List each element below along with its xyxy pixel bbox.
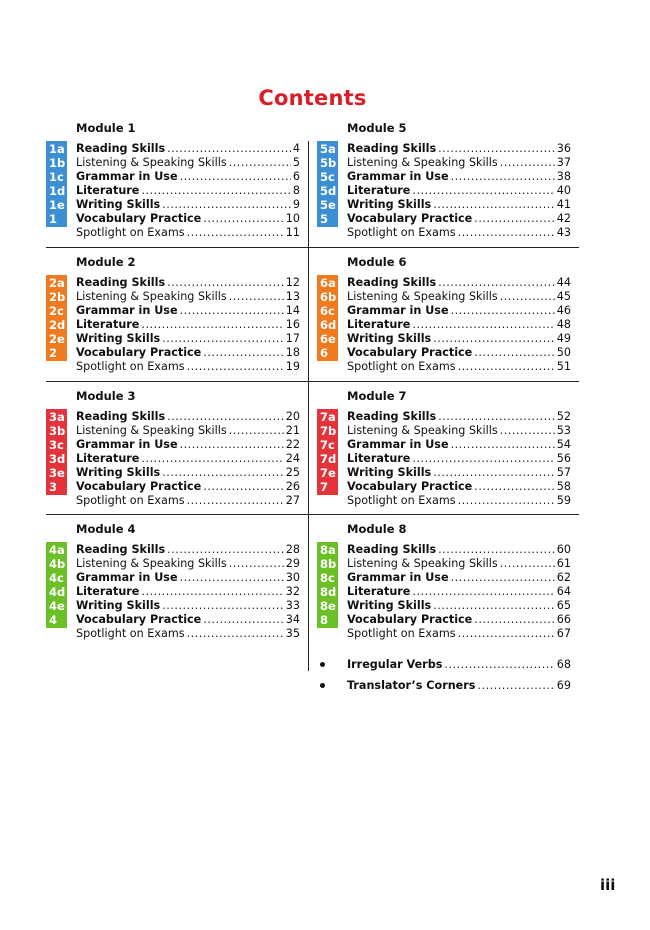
toc-entry[interactable] [76, 360, 300, 374]
entry-page-number: 60 [556, 543, 571, 556]
entry-title: Grammar in Use [76, 304, 178, 317]
entry-page-number: 25 [285, 466, 300, 479]
toc-entry[interactable] [347, 156, 571, 170]
entry-title: Grammar in Use [76, 438, 178, 451]
entry-page-number: 42 [556, 212, 571, 225]
entry-page-number: 36 [556, 142, 571, 155]
unit-label: 6d [320, 318, 337, 332]
toc-entry[interactable] [347, 318, 571, 332]
toc-entry[interactable] [76, 346, 300, 360]
dot-leader [229, 557, 284, 571]
dot-leader [474, 212, 554, 226]
dot-leader [187, 226, 284, 240]
toc-entry[interactable] [76, 198, 300, 212]
dot-leader [141, 585, 283, 599]
dot-leader [438, 410, 555, 424]
entry-page-number: 59 [556, 494, 571, 507]
toc-entry[interactable] [347, 226, 571, 240]
unit-label: 2 [49, 346, 58, 360]
dot-leader [500, 290, 555, 304]
entry-title: Listening & Speaking Skills [347, 557, 498, 570]
toc-entry[interactable] [347, 658, 571, 672]
entry-page-number: 45 [556, 290, 571, 303]
toc-entry[interactable] [347, 424, 571, 438]
entry-title: Listening & Speaking Skills [347, 424, 498, 437]
entry-title: Vocabulary Practice [347, 480, 473, 493]
entry-page-number: 56 [556, 452, 571, 465]
toc-entry[interactable] [76, 142, 300, 156]
unit-label: 6b [320, 290, 337, 304]
unit-label: 7a [320, 410, 336, 424]
entry-title: Vocabulary Practice [347, 346, 473, 359]
dot-leader [500, 156, 555, 170]
entry-title: Vocabulary Practice [76, 346, 202, 359]
entry-title: Literature [76, 184, 140, 197]
unit-label: 7c [320, 438, 335, 452]
unit-label: 5c [320, 170, 335, 184]
entry-title: Writing Skills [347, 198, 432, 211]
dot-leader [438, 543, 555, 557]
dot-leader [474, 613, 554, 627]
entry-page-number: 62 [556, 571, 571, 584]
entry-page-number: 10 [285, 212, 300, 225]
toc-entry[interactable] [76, 613, 300, 627]
entry-page-number: 14 [285, 304, 300, 317]
unit-label: 4d [49, 585, 66, 599]
dot-leader [180, 304, 284, 318]
dot-leader [229, 156, 291, 170]
dot-leader [229, 424, 284, 438]
unit-label: 4 [49, 613, 58, 627]
toc-entry[interactable] [76, 184, 300, 198]
dot-leader [180, 438, 284, 452]
page-number: iii [600, 876, 616, 894]
unit-label: 5a [320, 142, 336, 156]
entry-title: Listening & Speaking Skills [76, 424, 227, 437]
toc-entry[interactable] [347, 332, 571, 346]
dot-leader [187, 494, 284, 508]
dot-leader [474, 480, 554, 494]
unit-label: 6e [320, 332, 336, 346]
unit-label: 1a [49, 142, 65, 156]
unit-label: 8d [320, 585, 337, 599]
toc-entry[interactable] [76, 290, 300, 304]
toc-entry[interactable] [347, 346, 571, 360]
toc-entry[interactable] [76, 494, 300, 508]
entry-title: Writing Skills [76, 599, 161, 612]
toc-entry[interactable] [347, 585, 571, 599]
unit-label: 7d [320, 452, 337, 466]
entry-page-number: 64 [556, 585, 571, 598]
column-divider [308, 141, 309, 671]
unit-label: 8a [320, 543, 336, 557]
dot-leader [162, 332, 284, 346]
toc-entry[interactable] [76, 332, 300, 346]
unit-label: 4b [49, 557, 66, 571]
module-title: Module 1 [76, 121, 136, 135]
entry-title: Listening & Speaking Skills [76, 156, 227, 169]
entry-page-number: 46 [556, 304, 571, 317]
entry-title: Vocabulary Practice [76, 212, 202, 225]
entry-page-number: 69 [556, 679, 571, 692]
dot-leader [433, 599, 555, 613]
entry-page-number: 49 [556, 332, 571, 345]
entry-page-number: 21 [285, 424, 300, 437]
entry-page-number: 52 [556, 410, 571, 423]
module-title: Module 7 [347, 389, 407, 403]
page-title: Contents [258, 86, 367, 110]
dot-leader [451, 170, 555, 184]
toc-entry[interactable] [76, 466, 300, 480]
unit-label: 2d [49, 318, 66, 332]
section-divider [46, 247, 579, 248]
toc-entry[interactable] [76, 156, 300, 170]
module-title: Module 6 [347, 255, 407, 269]
entry-title: Spotlight on Exams [347, 627, 456, 640]
entry-title: Listening & Speaking Skills [347, 156, 498, 169]
entry-title: Listening & Speaking Skills [347, 290, 498, 303]
bullet-icon [320, 683, 325, 688]
dot-leader [229, 290, 284, 304]
toc-entry[interactable] [76, 480, 300, 494]
dot-leader [141, 184, 290, 198]
entry-title: Literature [347, 452, 411, 465]
toc-entry[interactable] [347, 613, 571, 627]
entry-title: Writing Skills [76, 332, 161, 345]
toc-entry[interactable] [347, 184, 571, 198]
entry-page-number: 54 [556, 438, 571, 451]
section-divider [46, 381, 579, 382]
entry-page-number: 27 [285, 494, 300, 507]
entry-title: Reading Skills [347, 410, 437, 423]
dot-leader [458, 360, 555, 374]
toc-entry[interactable] [76, 276, 300, 290]
entry-page-number: 37 [556, 156, 571, 169]
toc-entry[interactable] [76, 627, 300, 641]
dot-leader [203, 212, 283, 226]
unit-label: 1 [49, 212, 58, 226]
entry-page-number: 33 [285, 599, 300, 612]
unit-label: 3d [49, 452, 66, 466]
dot-leader [458, 627, 555, 641]
dot-leader [167, 543, 284, 557]
entry-page-number: 51 [556, 360, 571, 373]
toc-entry[interactable] [76, 585, 300, 599]
entry-page-number: 43 [556, 226, 571, 239]
entry-page-number: 41 [556, 198, 571, 211]
unit-label: 4a [49, 543, 65, 557]
toc-entry[interactable] [347, 360, 571, 374]
dot-leader [451, 304, 555, 318]
module-title: Module 8 [347, 522, 407, 536]
entry-page-number: 13 [285, 290, 300, 303]
entry-page-number: 38 [556, 170, 571, 183]
unit-label: 3e [49, 466, 65, 480]
entry-title: Writing Skills [347, 332, 432, 345]
unit-label: 7b [320, 424, 337, 438]
dot-leader [438, 276, 555, 290]
entry-title: Vocabulary Practice [347, 613, 473, 626]
toc-entry[interactable] [76, 438, 300, 452]
dot-leader [474, 346, 554, 360]
toc-entry[interactable] [347, 557, 571, 571]
toc-entry[interactable] [347, 304, 571, 318]
dot-leader [203, 346, 283, 360]
entry-title: Literature [76, 452, 140, 465]
entry-page-number: 67 [556, 627, 571, 640]
entry-title: Writing Skills [76, 198, 161, 211]
dot-leader [458, 494, 555, 508]
entry-page-number: 16 [285, 318, 300, 331]
toc-entry[interactable] [347, 599, 571, 613]
toc-entry[interactable] [76, 226, 300, 240]
dot-leader [167, 276, 284, 290]
unit-label: 5d [320, 184, 337, 198]
unit-label: 8c [320, 571, 335, 585]
unit-label: 2c [49, 304, 64, 318]
bullet-icon [320, 662, 325, 667]
dot-leader [433, 332, 555, 346]
dot-leader [203, 613, 283, 627]
toc-entry[interactable] [76, 557, 300, 571]
unit-label: 2e [49, 332, 65, 346]
dot-leader [433, 466, 555, 480]
entry-page-number: 12 [285, 276, 300, 289]
unit-label: 2b [49, 290, 66, 304]
toc-entry[interactable] [347, 543, 571, 557]
toc-entry[interactable] [347, 627, 571, 641]
dot-leader [500, 557, 555, 571]
unit-label: 1d [49, 184, 66, 198]
entry-page-number: 32 [285, 585, 300, 598]
entry-title: Spotlight on Exams [76, 627, 185, 640]
toc-entry[interactable] [76, 543, 300, 557]
entry-title: Spotlight on Exams [347, 494, 456, 507]
entry-page-number: 26 [285, 480, 300, 493]
unit-label: 4c [49, 571, 64, 585]
entry-page-number: 40 [556, 184, 571, 197]
entry-title: Literature [347, 585, 411, 598]
entry-title: Listening & Speaking Skills [76, 290, 227, 303]
unit-label: 5e [320, 198, 336, 212]
dot-leader [458, 226, 555, 240]
entry-page-number: 29 [285, 557, 300, 570]
entry-page-number: 66 [556, 613, 571, 626]
unit-label: 6c [320, 304, 335, 318]
entry-page-number: 65 [556, 599, 571, 612]
toc-entry[interactable] [76, 170, 300, 184]
toc-entry[interactable] [347, 571, 571, 585]
entry-title: Spotlight on Exams [347, 226, 456, 239]
module-title: Module 4 [76, 522, 136, 536]
unit-label: 1e [49, 198, 65, 212]
toc-entry[interactable] [76, 318, 300, 332]
entry-page-number: 68 [556, 658, 571, 671]
dot-leader [451, 438, 555, 452]
section-divider [46, 514, 579, 515]
entry-page-number: 4 [292, 142, 300, 155]
unit-label: 3c [49, 438, 64, 452]
entry-title: Literature [347, 184, 411, 197]
unit-label: 7 [320, 480, 329, 494]
entry-title: Writing Skills [347, 466, 432, 479]
dot-leader [180, 170, 291, 184]
toc-entry[interactable] [347, 480, 571, 494]
toc-entry[interactable] [347, 466, 571, 480]
dot-leader [203, 480, 283, 494]
entry-title: Vocabulary Practice [347, 212, 473, 225]
dot-leader [167, 142, 291, 156]
dot-leader [167, 410, 284, 424]
entry-title: Reading Skills [76, 276, 166, 289]
unit-label: 8 [320, 613, 329, 627]
entry-title: Vocabulary Practice [76, 480, 202, 493]
unit-label: 5 [320, 212, 329, 226]
dot-leader [180, 571, 284, 585]
entry-page-number: 22 [285, 438, 300, 451]
entry-page-number: 34 [285, 613, 300, 626]
entry-page-number: 58 [556, 480, 571, 493]
entry-page-number: 35 [285, 627, 300, 640]
toc-entry[interactable] [347, 170, 571, 184]
unit-label: 8e [320, 599, 336, 613]
entry-title: Vocabulary Practice [76, 613, 202, 626]
entry-page-number: 11 [285, 226, 300, 239]
toc-entry[interactable] [76, 599, 300, 613]
toc-entry[interactable] [76, 571, 300, 585]
dot-leader [500, 424, 555, 438]
toc-entry[interactable] [76, 304, 300, 318]
toc-entry[interactable] [76, 410, 300, 424]
dot-leader [162, 599, 284, 613]
unit-label: 2a [49, 276, 65, 290]
toc-entry[interactable] [347, 410, 571, 424]
toc-entry[interactable] [76, 212, 300, 226]
toc-entry[interactable] [347, 142, 571, 156]
dot-leader [141, 318, 283, 332]
toc-entry[interactable] [347, 494, 571, 508]
entry-title: Reading Skills [347, 543, 437, 556]
dot-leader [187, 627, 284, 641]
dot-leader [412, 585, 554, 599]
entry-page-number: 19 [285, 360, 300, 373]
unit-label: 4e [49, 599, 65, 613]
entry-title: Grammar in Use [347, 304, 449, 317]
toc-entry[interactable] [76, 424, 300, 438]
entry-title: Grammar in Use [347, 438, 449, 451]
dot-leader [438, 142, 555, 156]
entry-page-number: 8 [292, 184, 300, 197]
dot-leader [477, 679, 554, 693]
entry-page-number: 18 [285, 346, 300, 359]
toc-entry[interactable] [347, 212, 571, 226]
dot-leader [412, 452, 554, 466]
entry-title: Grammar in Use [347, 170, 449, 183]
entry-title: Reading Skills [347, 142, 437, 155]
dot-leader [141, 452, 283, 466]
toc-entry[interactable] [347, 290, 571, 304]
toc-entry[interactable] [347, 679, 571, 693]
entry-page-number: 9 [292, 198, 300, 211]
dot-leader [412, 318, 554, 332]
entry-title: Writing Skills [76, 466, 161, 479]
entry-title: Reading Skills [76, 543, 166, 556]
dot-leader [451, 571, 555, 585]
unit-label: 6a [320, 276, 336, 290]
entry-title: Grammar in Use [347, 571, 449, 584]
entry-page-number: 50 [556, 346, 571, 359]
toc-entry[interactable] [347, 198, 571, 212]
entry-title: Listening & Speaking Skills [76, 557, 227, 570]
entry-page-number: 17 [285, 332, 300, 345]
toc-entry[interactable] [347, 452, 571, 466]
entry-page-number: 57 [556, 466, 571, 479]
module-title: Module 3 [76, 389, 136, 403]
entry-title: Literature [347, 318, 411, 331]
unit-label: 3 [49, 480, 58, 494]
entry-title: Writing Skills [347, 599, 432, 612]
unit-label: 6 [320, 346, 329, 360]
entry-page-number: 28 [285, 543, 300, 556]
entry-title: Spotlight on Exams [76, 226, 185, 239]
entry-page-number: 53 [556, 424, 571, 437]
dot-leader [187, 360, 284, 374]
toc-entry[interactable] [347, 438, 571, 452]
dot-leader [444, 658, 554, 672]
entry-page-number: 44 [556, 276, 571, 289]
entry-title: Literature [76, 318, 140, 331]
entry-page-number: 48 [556, 318, 571, 331]
toc-entry[interactable] [347, 276, 571, 290]
toc-entry[interactable] [76, 452, 300, 466]
entry-title: Irregular Verbs [347, 658, 443, 671]
entry-page-number: 61 [556, 557, 571, 570]
dot-leader [412, 184, 554, 198]
entry-title: Spotlight on Exams [347, 360, 456, 373]
entry-page-number: 20 [285, 410, 300, 423]
unit-label: 5b [320, 156, 337, 170]
entry-title: Reading Skills [347, 276, 437, 289]
module-title: Module 5 [347, 121, 407, 135]
entry-title: Grammar in Use [76, 571, 178, 584]
entry-title: Reading Skills [76, 410, 166, 423]
unit-label: 3b [49, 424, 66, 438]
unit-label: 1b [49, 156, 66, 170]
entry-title: Grammar in Use [76, 170, 178, 183]
entry-page-number: 30 [285, 571, 300, 584]
entry-title: Spotlight on Exams [76, 494, 185, 507]
entry-title: Literature [76, 585, 140, 598]
entry-page-number: 5 [292, 156, 300, 169]
unit-label: 1c [49, 170, 64, 184]
unit-label: 7e [320, 466, 336, 480]
dot-leader [433, 198, 555, 212]
unit-label: 3a [49, 410, 65, 424]
dot-leader [162, 198, 291, 212]
module-title: Module 2 [76, 255, 136, 269]
entry-page-number: 24 [285, 452, 300, 465]
entry-page-number: 6 [292, 170, 300, 183]
unit-label: 8b [320, 557, 337, 571]
entry-title: Spotlight on Exams [76, 360, 185, 373]
entry-title: Translator’s Corners [347, 679, 476, 692]
dot-leader [162, 466, 284, 480]
entry-title: Reading Skills [76, 142, 166, 155]
